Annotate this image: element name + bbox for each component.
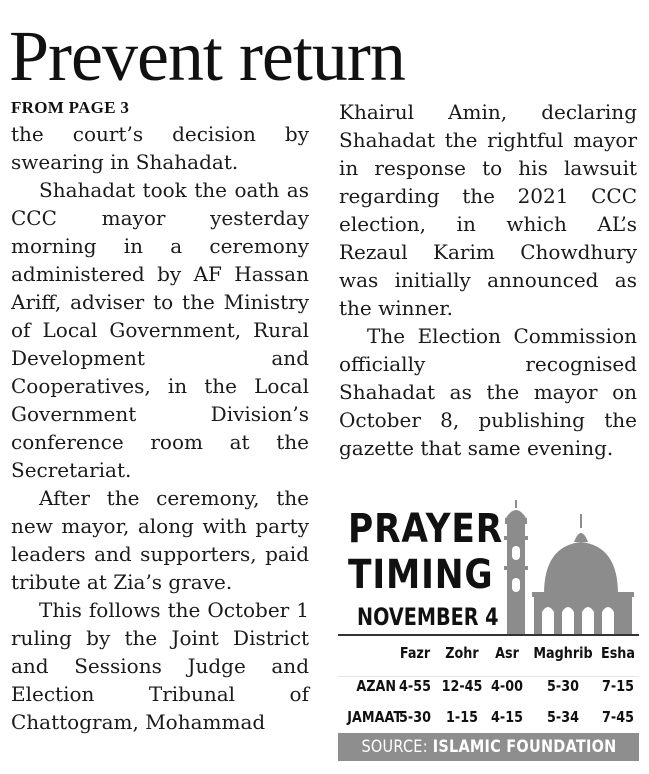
source-label: SOURCE: <box>361 737 428 757</box>
paragraph: After the ceremony, the new mayor, along with party leaders and supporters, paid tribute at Zia’s grave. <box>11 486 309 594</box>
from-page-label: FROM PAGE 3 <box>11 98 130 117</box>
header-zohr: Zohr <box>445 644 479 662</box>
table-cell: 4-15 <box>491 708 523 726</box>
source-banner <box>338 733 639 761</box>
paragraph: the court’s decision by swearing in Shahadat. <box>11 122 309 174</box>
prayer-date: NOVEMBER 4 <box>357 603 499 631</box>
table-cell: 7-15 <box>602 677 634 695</box>
jamaat-row <box>338 706 639 728</box>
article-column-1 <box>11 96 309 736</box>
header-asr: Asr <box>495 644 519 662</box>
paragraph: This follows the October 1 ruling by the Joint District and Sessions Judge and Election Tribunal of Chattogram, Mohammad <box>11 598 309 734</box>
prayer-header-row <box>338 642 639 664</box>
divider <box>338 634 639 636</box>
table-cell: 5-30 <box>547 677 579 695</box>
header-esha: Esha <box>601 644 635 662</box>
table-cell: 1-15 <box>446 708 478 726</box>
azan-label: AZAN <box>356 677 396 695</box>
azan-row <box>338 675 639 697</box>
source-name: ISLAMIC FOUNDATION <box>432 737 616 757</box>
paragraph: Shahadat took the oath as CCC mayor yesterday morning in a ceremony administered by AF Hassan Ariff, adviser to the Ministry of Local Government, Rural Development and Cooperatives, in the Local Government Division’s conference room at the Secretariat. <box>11 178 309 482</box>
header-maghrib: Maghrib <box>533 644 593 662</box>
header-fazr: Fazr <box>399 644 431 662</box>
headline: Prevent return <box>9 16 405 96</box>
table-cell: 4-55 <box>399 677 431 695</box>
article-column-2 <box>339 98 637 462</box>
table-cell: 7-45 <box>602 708 634 726</box>
table-cell: 5-34 <box>547 708 579 726</box>
paragraph: Khairul Amin, declaring Shahadat the rightful mayor in response to his lawsuit regarding the 2021 CCC election, in which AL’s Rezaul Karim Chowdhury was initially announced as the winner. <box>339 100 637 320</box>
mosque-icon <box>496 496 636 638</box>
jamaat-label: JAMAAT <box>347 708 403 726</box>
prayer-title-line2: TIMING <box>348 552 494 598</box>
table-cell: 12-45 <box>441 677 483 695</box>
prayer-title <box>348 506 503 598</box>
paragraph: The Election Commission officially recognised Shahadat as the mayor on October 8, publishing the gazette that same evening. <box>339 324 637 460</box>
prayer-title-line1: PRAYER <box>348 506 504 552</box>
table-cell: 5-30 <box>399 708 431 726</box>
table-cell: 4-00 <box>491 677 523 695</box>
